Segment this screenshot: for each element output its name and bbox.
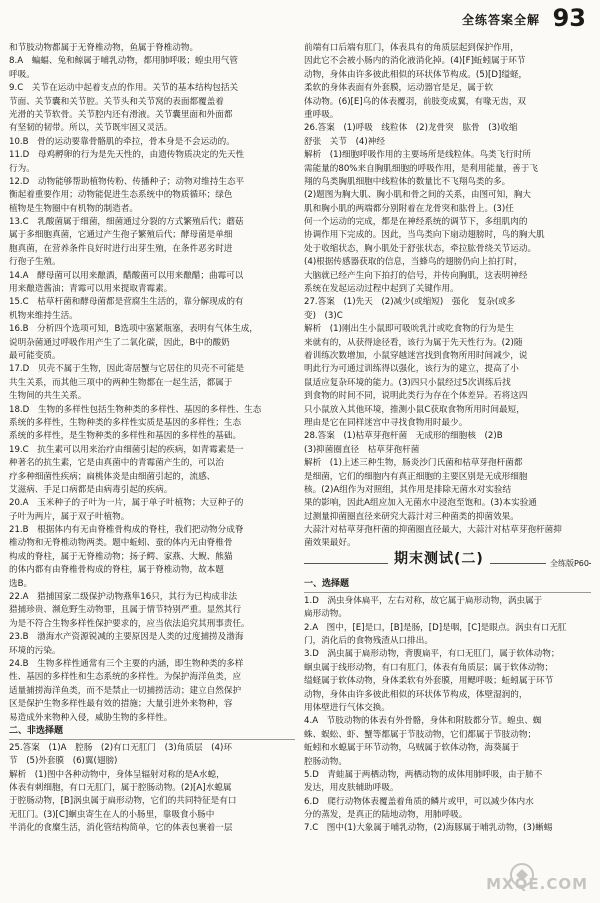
text-line: 门，消化后的食物残渣从口排出。 [304,636,433,647]
section-title: 期末测试(二) [388,553,490,566]
text-line: 3.D 涡虫属于扁形动物，背腹扁平，有口无肛门，属于软体动物； [304,649,560,660]
text-line: 12.D 动物能够帮助植物传粉、传播种子；动物对维持生态平 [9,176,245,187]
text-line: 缢蛏属于软体动物，身体柔软有外套膜，用鳃呼吸；蚯蚓属于环节 [304,676,554,687]
text-line: 是细菌，它们的细胞内有真正细胞的主要区别是无成形细胞 [304,471,528,482]
text-line: 14.A 酵母菌可以用来酿酒，醋酸菌可以用来酿醋；曲霉可以 [9,270,244,281]
text-line: 动物，身体由许多彼此相似的环状体节构成。(5)[D]缢蛏， [304,69,528,80]
text-line: 说明杂菌通过呼吸作用产生了二氧化碳，因此，B中的酸奶 [9,337,230,348]
text-line: 22.A 猎捕国家二级保护动物燕隼16只，其行为已构成非法 [9,592,238,603]
text-line: 21.B 根据体内有无由脊椎骨构成的脊柱，我们把动物分成脊 [9,525,244,536]
text-line: 椎动物和无脊椎动物两类。题中蚯蚓、蚕的体内无由脊椎骨 [9,538,233,549]
text-line: 于腔肠动物，[B]涡虫属于扁形动物，它们的共同特征是有口 [9,796,237,807]
text-line: 艾滋病、手足口病都是由病毒引起的疾病。 [9,484,173,495]
text-line: 15.C 枯草杆菌和酵母菌都是营腐生生活的，靠分解现成的有 [9,297,244,308]
page-number: 93 [552,4,586,32]
text-line: 9.C 关节在运动中起着支点的作用。关节的基本结构包括关 [9,83,239,94]
text-line: 种著名的抗生素，它是由真菌中的青霉菌产生的，可以治 [9,458,224,469]
text-line: 6.D 爬行动物体表覆盖着角质的鳞片或甲，可以减少体内水 [304,796,534,807]
text-line: 舒张 关节 (4)神经 [304,136,385,147]
text-line: 需能量的80%来自胸肌细胞的呼吸作用，是利用能量，善于飞 [304,163,538,174]
text-line: 蛔虫属于线形动物，有口有肛门，体表有角质层；属于软体动物； [304,662,554,673]
text-line: 处于收缩状态，胸小肌处于舒张状态，牵拉肱骨绕关节运动。 [304,243,537,254]
text-line: 理由是它在同样迷宫中寻找食物用时最少。 [304,417,468,428]
text-line: 核。(2)A组作为对照组，其作用是排除无菌水对实验结 [304,484,512,495]
text-line: 环境的污染。 [9,645,61,656]
text-line: 到食物的时间不同，说明此类行为存在个体差异。若将这四 [304,391,528,402]
text-line: 7.C 图中(1)大象属于哺乳动物，(2)海豚属于哺乳动物，(3)蜥蜴 [304,823,553,834]
text-line: 24.B 生物多样性通常有三个主要的内涵，即生物种类的多样 [9,658,244,669]
text-line: 何一个运动的完成，都是在神经系统的调节下，多组肌肉的 [304,217,528,228]
text-line: 2.A 图中，[E]是口，[B]是肠，[D]是咽，[C]是眼点。涡虫有口无肛 [304,622,567,633]
text-line: 柔软的身体表面有外套膜，运动器官是足，属于软 [304,83,494,94]
section-page-ref: 全练版P60 [546,557,589,570]
section-header-final-exam [304,550,591,575]
text-line: 的体内都有由脊椎骨构成的脊柱，属于脊椎动物，故本题 [9,565,224,576]
text-line: 和节肢动物都属于无脊椎动物，鱼属于脊椎动物。 [9,43,199,53]
text-line: 大脑就已经产生向下拍打的信号，并传向胸肌，这表明神经 [304,270,528,281]
text-line: 用来酿造酱油；青霉可以用来提取青霉素。 [9,284,173,295]
text-line: 11.D 母鸡孵卵的行为是先天性的，由遗传物质决定的先天性 [9,150,245,161]
text-line: 体动物。(6)[E]乌的体表覆羽，前肢变成翼，有喙无齿，双 [304,96,526,107]
text-line: 5.D 青蛙属于两栖动物，两栖动物的成体用肺呼吸，由于肺不 [304,769,543,780]
text-line: 体表有刺细胞，有口无肛门，属于腔肠动物。(2)[A]水螅属 [9,783,232,794]
left-column [9,42,295,892]
text-line: 只小鼠放入其他环境，推测小鼠C获取食物所用时间最短， [304,404,525,415]
text-line: 10.B 骨的运动要靠骨骼肌的牵拉，骨本身是不会运动的。 [9,136,235,147]
text-line: 协调作用下完成的。因此，当鸟类向下扇动翅膀时，鸟的胸大肌 [304,230,545,241]
text-line: 蛛、蜈蚣、虾、蟹等都属于节肢动物，它们都属于节肢动物； [304,729,537,740]
text-line: 8.A 蝙蝠、兔和鲸属于哺乳动物，都用肺呼吸；蝗虫用气管 [9,56,238,67]
text-line: 易造成外来物种入侵，威胁生物的多样性。 [9,712,173,723]
text-line: 过测量抑菌圈直径来研究大蒜汁对三种菌类的抑菌效果。 [304,511,519,522]
text-line: 发达，用皮肤辅助呼吸。 [304,783,399,794]
text-line: 23.B 渤海水产资源锐减的主要原因是人类的过度捕捞及渤海 [9,632,244,643]
text-line: 猎捕珍贵、濒危野生动物罪，且属于情节特别严重。显然其行 [9,605,242,616]
text-line: 果的影响，因此A组应加入无菌水中浸泡至饱和。(3)本实验通 [304,498,537,509]
text-line: 动物，身体由许多彼此相似的环状体节构成，体壁湿润的， [304,689,528,700]
text-line: 选B。 [9,578,33,589]
text-line: 大蒜汁对枯草芽孢杆菌的抑菌圈直径最大，大蒜汁对枯草芽孢杆菌抑 [304,525,562,536]
text-line: 来就有的，从获得途径看，该行为属于先天性行为。(2)随 [304,337,523,348]
text-line: 解析 (1)细胞呼吸作用的主要场所是线粒体。鸟类飞行时所 [304,150,532,161]
text-line: 系统的多样性，是生物种类的多样性和基因的多样性的基础。 [9,431,242,442]
text-line: 植物是生物圈中有机物的制造者。 [9,203,138,214]
text-line: 16.B 分析四个选项可知，B选项中塞紧瓶塞，表明有气体生成， [9,324,258,335]
text-line: 19.C 抗生素可以用来治疗由细菌引起的疾病，如青霉素是一 [9,444,244,455]
text-line: 适量捕捞海洋鱼类，而不是禁止一切捕捞活动；建立自然保护 [9,685,242,696]
text-line: 解析 (1)图中各种动物中，身体呈辐射对称的是A水螅， [9,769,225,780]
text-line: 解析 (1)上述三种生物，肠炎沙门氏菌和枯草芽孢杆菌都 [304,458,523,469]
text-line: 光滑的关节软骨。关节腔内还有滑液。关节囊里面和外面都 [9,109,233,120]
page-header [0,0,600,40]
text-line: 25.答案 (1)A 腔肠 (2)有口无肛门 (3)角质层 (4)环 [9,742,232,753]
text-line: 肌和胸小肌的两端都分别附着在龙骨突和肱骨上。(3)任 [304,203,514,214]
text-line: 1.D 涡虫身体扁平，左右对称，故它属于扁形动物，涡虫属于 [304,595,543,606]
text-line: 构成的脊柱，属于无脊椎动物；扬子鳄、家燕、大鲵、熊猫 [9,551,233,562]
text-line: 性、基因的多样性和生态系统的多样性。为保护海洋鱼类，应 [9,672,242,683]
text-line: 最可能变质。 [9,350,61,361]
text-line: 明此行为可通过训练得以强化，该行为的建立，提高了小 [304,364,519,375]
text-line: 衡起着重要作用；动物能促进生态系统中的物质循环；绿色 [9,190,233,201]
text-line: 变) (3)C [304,310,343,321]
text-line: 因此它不会被小肠内的消化液消化掉。(4)[F]蚯蚓属于环节 [304,56,526,67]
text-line: 呼吸。 [9,69,35,80]
text-line: 区是保护生物多样性最有效的措施；大量引进外来物种，容 [9,699,233,710]
text-line: 前端有口后端有肛门，体表具有的角质层起到保护作用， [304,43,519,53]
text-line: 半消化的食糜生活，消化管结构简单，它的体表包裹着一层 [9,823,233,834]
text-line: 有坚韧的韧带。所以，关节既牢固又灵活。 [9,123,173,134]
text-line: 节 (5)外套膜 (6)翼(翅膀) [9,756,118,767]
text-line: 无肛门。(3)[C]蛔虫寄生在人的小肠里，靠吸食小肠中 [9,809,215,820]
text-line: 4.A 节肢动物的体表有外骨骼，身体和附肢都分节。蝗虫、蜘 [304,716,542,727]
section-label: 二、非选择题 [9,725,295,740]
text-line: 13.C 乳酸菌属于细菌，细菌通过分裂的方式繁殖后代；蘑菇 [9,217,244,228]
text-line: 腔肠动物。 [304,756,347,767]
text-line: 着训练次数增加，小鼠穿越迷宫找到食物所用时间减少，说 [304,350,528,361]
text-line: 分的蒸发，是真正的陆地动物，用肺呼吸。 [304,810,468,821]
text-line: (2)题图为胸大肌、胸小肌和骨之间的关系，由图可知，胸大 [304,190,532,201]
watermark-text: MXQE.COM [486,875,588,893]
text-line: 用体壁进行气体交换。 [304,702,390,713]
text-line: 18.D 生物的多样性包括生物种类的多样性、基因的多样性、生态 [9,404,262,415]
section-label: 一、选择题 [304,578,591,593]
text-line: 疗多种细菌性疾病；扁桃体炎是由细菌引起的，流感、 [9,471,216,482]
text-line: 共生关系，而其他三项中的两种生物都在一起生活，都属于 [9,377,233,388]
text-line: 28.答案 (1)枯草芽孢杆菌 无成形的细胞核 (2)B [304,431,503,442]
text-line: 子叶为两片，属于双子叶植物。 [9,511,130,522]
text-line: (4)根据传感器获取的信息，当蜂鸟的翅膀仍向上拍打时， [304,257,523,268]
text-line: 17.D 贝壳不属于生物，因此寄居蟹与它居住的贝壳不可能是 [9,364,245,375]
watermark-logo [486,861,594,899]
text-line: 机物来维持生活。 [9,310,78,321]
text-line: (3)抑菌圈直径 枯草芽孢杆菌 [304,444,420,455]
text-line: 翔的鸟类胸肌细胞中线粒体的数量比不飞翔鸟类的多。 [304,176,511,187]
header-title: 全练答案全解 [461,13,540,27]
text-line: 行孢子生殖。 [9,257,61,268]
text-line: 属于多细胞真菌，它通过产生孢子繁殖后代；酵母菌是单细 [9,230,233,241]
text-line: 解析 (1)刚出生小鼠即可吸吮乳汁或吃食物的行为是生 [304,324,514,335]
text-line: 蚯蚓和水螅属于环节动物，乌贼属于软体动物，海葵属于 [304,743,519,754]
text-line: 鼠适应复杂环境的能力。(3)四只小鼠经过5次训练后找 [304,377,511,388]
text-line: 生物间的共生关系。 [9,391,87,402]
text-line: 系统在发起运动过程中起到了关键作用。 [304,284,459,295]
text-line: 扁形动物。 [304,609,347,620]
text-line: 节面、关节囊和关节腔。关节头和关节窝的表面都覆盖着 [9,96,224,107]
text-line: 重呼吸。 [304,109,339,120]
text-line: 26.答案 (1)呼吸 线粒体 (2)龙骨突 肱骨 (3)收缩 [304,123,518,134]
text-line: 菌效果最好。 [304,538,356,549]
text-line: 为是不符合生物多样性保护要求的，应当依法追究其刑事责任。 [9,618,250,629]
text-line: 系统的多样性，生物种类的多样性实质是基因的多样性；生态 [9,417,242,428]
text-line: 20.A 玉米种子的子叶为一片，属于单子叶植物；大豆种子的 [9,498,244,509]
text-line: 胞真菌，在营养条件良好时进行出芽生殖，在条件恶劣时进 [9,243,233,254]
text-line: 27.答案 (1)先天 (2)减少(或缩短) 强化 复杂(或多 [304,297,516,308]
text-line: 行为。 [9,163,35,174]
right-column [304,42,591,892]
